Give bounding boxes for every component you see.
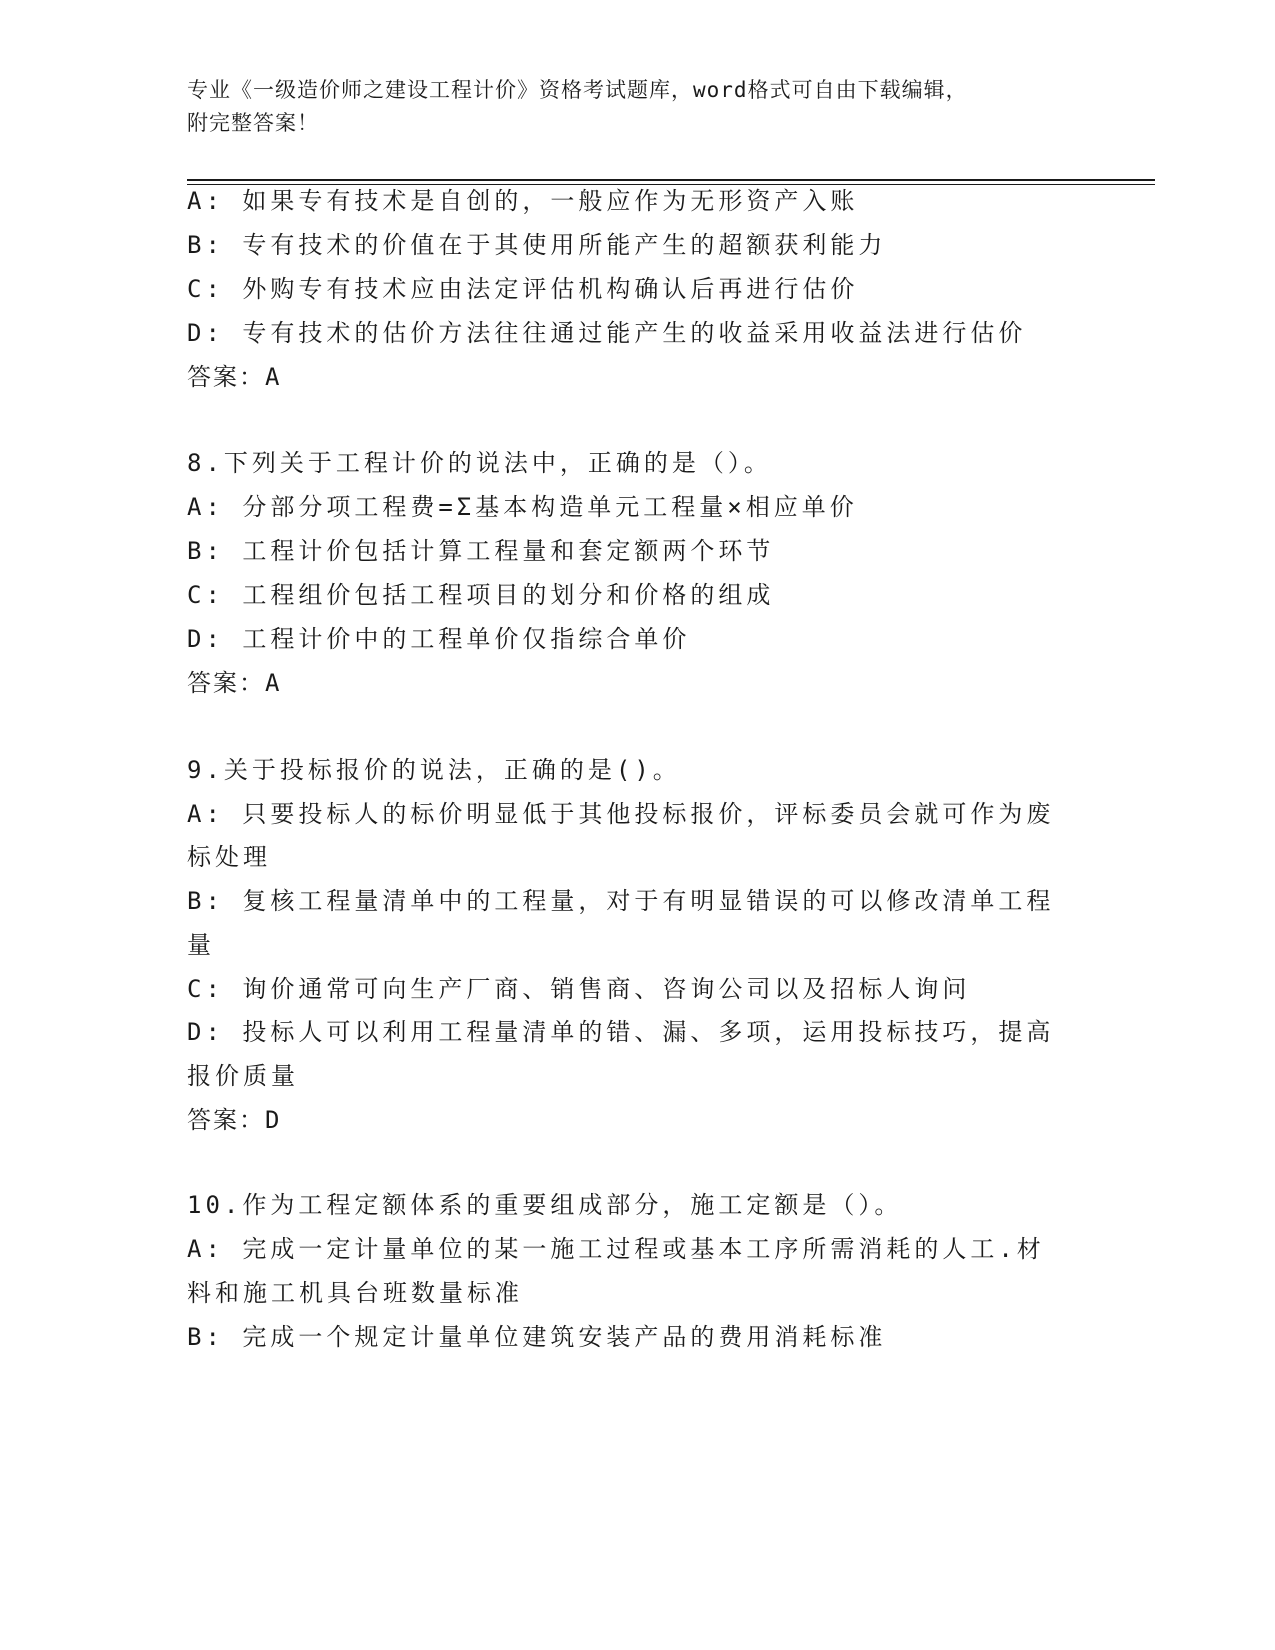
q9-answer	[187, 1105, 281, 1135]
q10-option-a-continued: 料和施工机具台班数量标准	[187, 1279, 523, 1307]
q9-option-a: A: 只要投标人的标价明显低于其他投标报价，评标委员会就可作为废	[187, 800, 1055, 828]
q7-answer	[187, 362, 281, 392]
q9-option-d-continued: 报价质量	[187, 1062, 299, 1090]
q7-option-d: D: 专有技术的估价方法往往通过能产生的收益采用收益法进行估价	[187, 319, 1027, 347]
q7-option-a: A: 如果专有技术是自创的，一般应作为无形资产入账	[187, 187, 859, 215]
q8-option-d: D: 工程计价中的工程单价仅指综合单价	[187, 625, 691, 653]
q8-option-a: A: 分部分项工程费=Σ基本构造单元工程量×相应单价	[187, 493, 858, 521]
header-divider-thick	[187, 179, 1155, 181]
q9-option-c: C: 询价通常可向生产厂商、销售商、咨询公司以及招标人询问	[187, 975, 971, 1003]
q7-option-c: C: 外购专有技术应由法定评估机构确认后再进行估价	[187, 275, 859, 303]
q9-answer-value: D	[265, 1106, 282, 1134]
q10-option-b: B: 完成一个规定计量单位建筑安装产品的费用消耗标准	[187, 1323, 887, 1351]
q9-option-d: D: 投标人可以利用工程量清单的错、漏、多项，运用投标技巧，提高	[187, 1018, 1055, 1046]
q8-answer-value: A	[265, 669, 282, 697]
header-divider-thin	[187, 184, 1155, 185]
q9-option-b: B: 复核工程量清单中的工程量，对于有明显错误的可以修改清单工程	[187, 887, 1055, 915]
q8-option-b: B: 工程计价包括计算工程量和套定额两个环节	[187, 537, 775, 565]
header-subtitle-line: 附完整答案！	[187, 111, 319, 135]
document-header	[187, 74, 1067, 140]
q8-answer	[187, 668, 281, 698]
q9-option-b-continued: 量	[187, 931, 215, 959]
q9-option-a-continued: 标处理	[187, 843, 271, 871]
q9-question: 9.关于投标报价的说法，正确的是()。	[187, 756, 681, 784]
q8-question: 8.下列关于工程计价的说法中，正确的是（）。	[187, 449, 772, 477]
q7-answer-value: A	[265, 363, 282, 391]
q10-option-a: A: 完成一定计量单位的某一施工过程或基本工序所需消耗的人工.材	[187, 1235, 1045, 1263]
q7-option-b: B: 专有技术的价值在于其使用所能产生的超额获利能力	[187, 231, 887, 259]
q10-question: 10.作为工程定额体系的重要组成部分，施工定额是（）。	[187, 1191, 903, 1219]
q7-answer-label: 答案：	[187, 363, 265, 391]
q8-option-c: C: 工程组价包括工程项目的划分和价格的组成	[187, 581, 775, 609]
q8-answer-label: 答案：	[187, 669, 265, 697]
header-title-line: 专业《一级造价师之建设工程计价》资格考试题库，word格式可自由下载编辑，	[187, 78, 968, 102]
q9-answer-label: 答案：	[187, 1106, 265, 1134]
